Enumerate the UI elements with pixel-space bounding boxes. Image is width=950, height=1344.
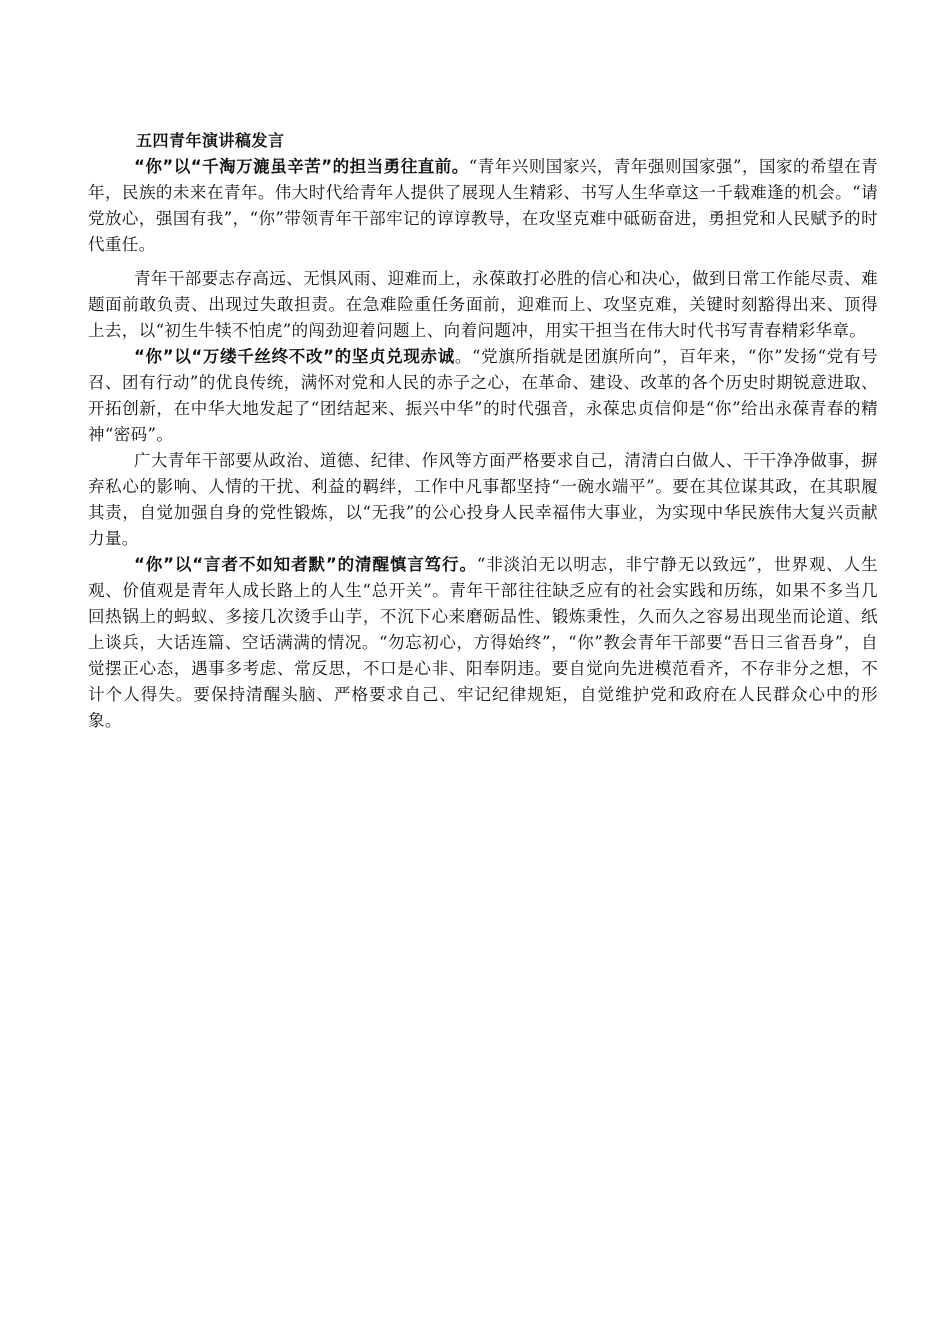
document-title: 五四青年演讲稿发言 xyxy=(136,131,285,150)
paragraph-body: 。“党旗所指就是团旗所向”，百年来，“你”发扬“党有号召、团有行动”的优良传统，满怀对党和人民的赤子之心，在革命、建设、改革的各个历史时期锐意进取、开拓创新，在中华大地发起了“团结起来、振兴中华”的时代强音，永葆忠贞信仰是“你”给出永葆青春的精神“密码”。 xyxy=(88,347,878,444)
paragraph-body: “青年兴则国家兴，青年强则国家强”，国家的希望在青年，民族的未来在青年。伟大时代给青年人提供了展现人生精彩、书写人生华章这一千载难逢的机会。“请党放心，强国有我”，“你”带领青年干部牢记的谆谆教导，在攻坚克难中砥砺奋进，勇担党和人民赋予的时代重任。 xyxy=(88,157,879,254)
paragraph-5 xyxy=(88,552,878,734)
paragraph-2 xyxy=(88,266,878,344)
paragraph-4 xyxy=(88,448,878,552)
paragraph-body: 广大青年干部要从政治、道德、纪律、作风等方面严格要求自己，清清白白做人、干干净净做事，摒弃私心的影响、人情的干扰、利益的羁绊，工作中凡事都坚持“一碗水端平”。要在其位谋其政，在其职履其责，自觉加强自身的党性锻炼，以“无我”的公心投身人民幸福伟大事业，为实现中华民族伟大复兴贡献力量。 xyxy=(88,451,878,548)
paragraph-3 xyxy=(88,344,878,448)
paragraph-body: 青年干部要志存高远、无惧风雨、迎难而上，永葆敢打必胜的信心和决心，做到日常工作能尽责、难题面前敢负责、出现过失敢担责。在急难险重任务面前，迎难而上、攻坚克难，关键时刻豁得出来、顶得上去，以“初生牛犊不怕虎”的闯劲迎着问题上、向着问题冲，用实干担当在伟大时代书写青春精彩华章。 xyxy=(88,269,878,340)
paragraph-body: “非淡泊无以明志，非宁静无以致远”，世界观、人生观、价值观是青年人成长路上的人生“总开关”。青年干部往往缺乏应有的社会实践和历练，如果不多当几回热锅上的蚂蚁、多接几次烫手山芋，不沉下心来磨砺品性、锻炼秉性，久而久之容易出现坐而论道、纸上谈兵，大话连篇、空话满满的情况。“勿忘初心，方得始终”，“你”教会青年干部要“吾日三省吾身”，自觉摆正心态，遇事多考虑、常反思，不口是心非、阳奉阴违。要自觉向先进模范看齐，不存非分之想，不计个人得失。要保持清醒头脑、严格要求自己、牢记纪律规矩，自觉维护党和政府在人民群众心中的形象。 xyxy=(88,555,878,730)
paragraph-lead: “你”以“千淘万漉虽辛苦”的担当勇往直前。 xyxy=(134,157,469,176)
paragraph-gap xyxy=(88,258,878,266)
paragraph-lead: “你”以“万缕千丝终不改”的坚贞兑现赤诚 xyxy=(134,347,455,366)
paragraph-1 xyxy=(88,154,878,258)
paragraph-lead: “你”以“言者不如知者默”的清醒慎言笃行。 xyxy=(134,555,477,574)
document-page xyxy=(88,128,878,734)
